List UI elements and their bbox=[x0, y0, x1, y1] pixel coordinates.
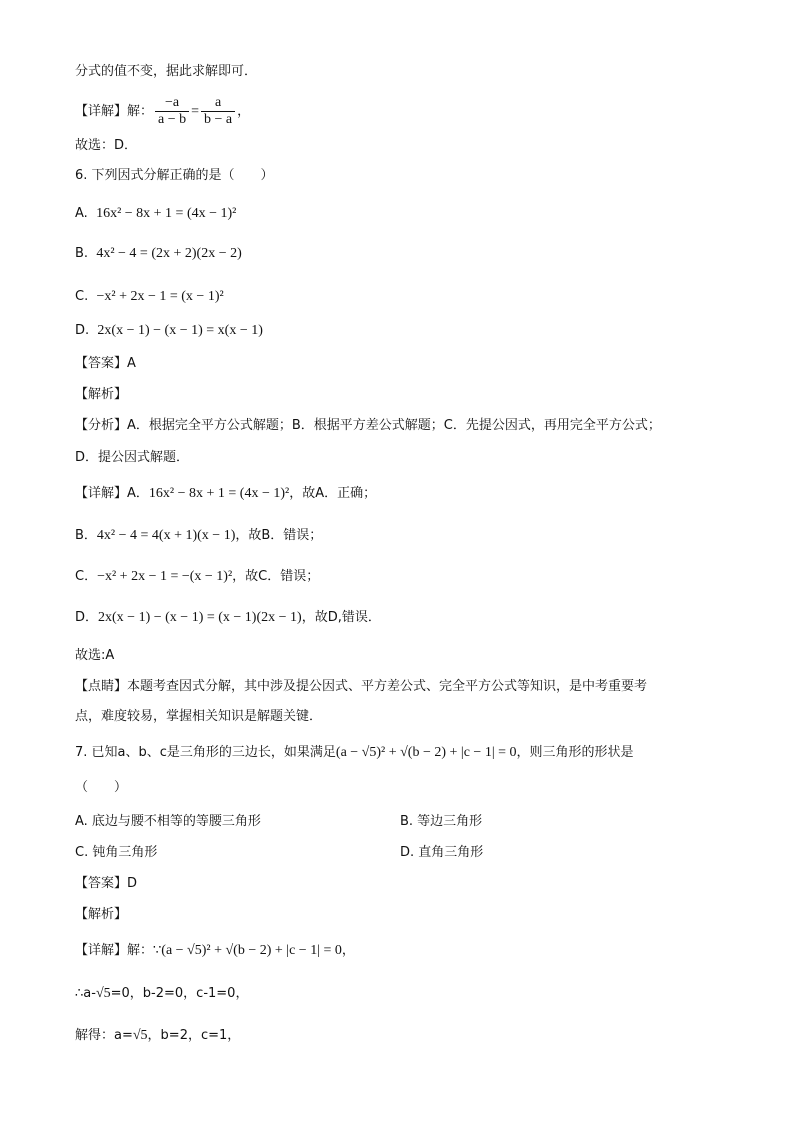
comma: ， bbox=[237, 104, 251, 119]
step-suffix: ，b=2，c=1， bbox=[147, 1028, 241, 1043]
detail-formula: 2x(x − 1) − (x − 1) = (x − 1)(2x − 1) bbox=[98, 610, 302, 625]
option-7-d: D. 直角三角形 bbox=[400, 845, 484, 860]
detail-formula: 4x² − 4 = 4(x + 1)(x − 1) bbox=[96, 528, 236, 543]
sqrt-five: √5 bbox=[132, 1028, 148, 1043]
step-prefix: ∴a- bbox=[75, 986, 96, 1001]
detail-prefix: 【详解】解：∵ bbox=[75, 943, 162, 958]
detail-prefix: B． bbox=[75, 528, 97, 543]
detail-6-c bbox=[75, 567, 319, 587]
analysis-heading-7: 【解析】 bbox=[75, 907, 128, 922]
sqrt-five: √5 bbox=[95, 986, 111, 1001]
option-7-b: B. 等边三角形 bbox=[400, 814, 483, 829]
text-line: 故选：D． bbox=[75, 138, 138, 153]
detail-suffix: ，故D,错误． bbox=[301, 610, 381, 625]
fraction-left bbox=[155, 95, 189, 128]
detail-suffix: ，故C．错误； bbox=[232, 569, 320, 584]
fraction-numerator: −a bbox=[155, 95, 189, 112]
option-label: B. bbox=[75, 246, 89, 261]
answer-6: 【答案】A bbox=[75, 356, 136, 371]
detail-suffix: ， bbox=[341, 943, 355, 958]
detail-formula: (a − √5)² + √(b − 2) + |c − 1| = 0 bbox=[161, 943, 342, 958]
choice-6: 故选:A bbox=[75, 648, 115, 663]
step-7-1 bbox=[75, 984, 248, 1004]
solution-line bbox=[75, 92, 250, 132]
answer-7: 【答案】D bbox=[75, 876, 138, 891]
analysis-heading-6: 【解析】 bbox=[75, 387, 128, 402]
option-a bbox=[75, 204, 236, 224]
option-formula: −x² + 2x − 1 = (x − 1)² bbox=[96, 289, 224, 304]
comment-6-line-1: 【点睛】本题考查因式分解，其中涉及提公因式、平方差公式、完全平方公式等知识，是中考重要考 bbox=[75, 679, 648, 694]
option-b bbox=[75, 244, 242, 264]
option-d bbox=[75, 321, 263, 341]
detail-formula: −x² + 2x − 1 = −(x − 1)² bbox=[97, 569, 233, 584]
detail-7 bbox=[75, 941, 355, 961]
equals-sign: = bbox=[191, 104, 200, 119]
option-7-c: C. 钝角三角形 bbox=[75, 845, 158, 860]
analysis-6-line-2: D．提公因式解题． bbox=[75, 450, 190, 465]
option-7-a: A. 底边与腰不相等的等腰三角形 bbox=[75, 814, 261, 829]
detail-6-a bbox=[75, 484, 376, 504]
question-7-text: 7. 已知a、b、c是三角形的三边长，如果满足 bbox=[75, 745, 336, 760]
option-formula: 4x² − 4 = (2x + 2)(2x − 2) bbox=[96, 246, 242, 261]
comment-6-line-2: 点，难度较易，掌握相关知识是解题关键． bbox=[75, 709, 323, 724]
option-label: A. bbox=[75, 206, 88, 221]
detail-suffix: ，故B．错误； bbox=[235, 528, 323, 543]
text-line: 分式的值不变，据此求解即可． bbox=[75, 64, 258, 79]
fraction-denominator: a − b bbox=[158, 112, 187, 127]
detail-tag: 【详解】解： bbox=[75, 104, 154, 119]
step-7-2 bbox=[75, 1026, 240, 1046]
detail-6-d bbox=[75, 608, 381, 628]
question-7-paren: （ ） bbox=[75, 780, 128, 795]
option-label: C. bbox=[75, 289, 89, 304]
question-7 bbox=[75, 743, 634, 763]
fraction-numerator: a bbox=[201, 95, 235, 112]
detail-prefix: 【详解】A． bbox=[75, 486, 149, 501]
detail-suffix: ，故A．正确； bbox=[289, 486, 377, 501]
fraction-right bbox=[201, 95, 235, 128]
detail-formula: 16x² − 8x + 1 = (4x − 1)² bbox=[148, 486, 290, 501]
detail-prefix: C． bbox=[75, 569, 98, 584]
question-6: 6. 下列因式分解正确的是（ ） bbox=[75, 168, 274, 183]
step-suffix: =0，b-2=0，c-1=0， bbox=[110, 986, 249, 1001]
analysis-6-line-1: 【分析】A．根据完全平方公式解题；B．根据平方差公式解题；C．先提公因式，再用完全平方公式； bbox=[75, 418, 661, 433]
detail-prefix: D． bbox=[75, 610, 99, 625]
option-formula: 16x² − 8x + 1 = (4x − 1)² bbox=[96, 206, 237, 221]
option-c bbox=[75, 287, 224, 307]
option-formula: 2x(x − 1) − (x − 1) = x(x − 1) bbox=[97, 323, 263, 338]
step-prefix: 解得：a= bbox=[75, 1028, 133, 1043]
question-7-tail: ，则三角形的形状是 bbox=[516, 745, 634, 760]
option-label: D. bbox=[75, 323, 90, 338]
detail-6-b bbox=[75, 526, 322, 546]
question-7-formula: (a − √5)² + √(b − 2) + |c − 1| = 0 bbox=[335, 745, 517, 760]
fraction-denominator: b − a bbox=[204, 112, 233, 127]
